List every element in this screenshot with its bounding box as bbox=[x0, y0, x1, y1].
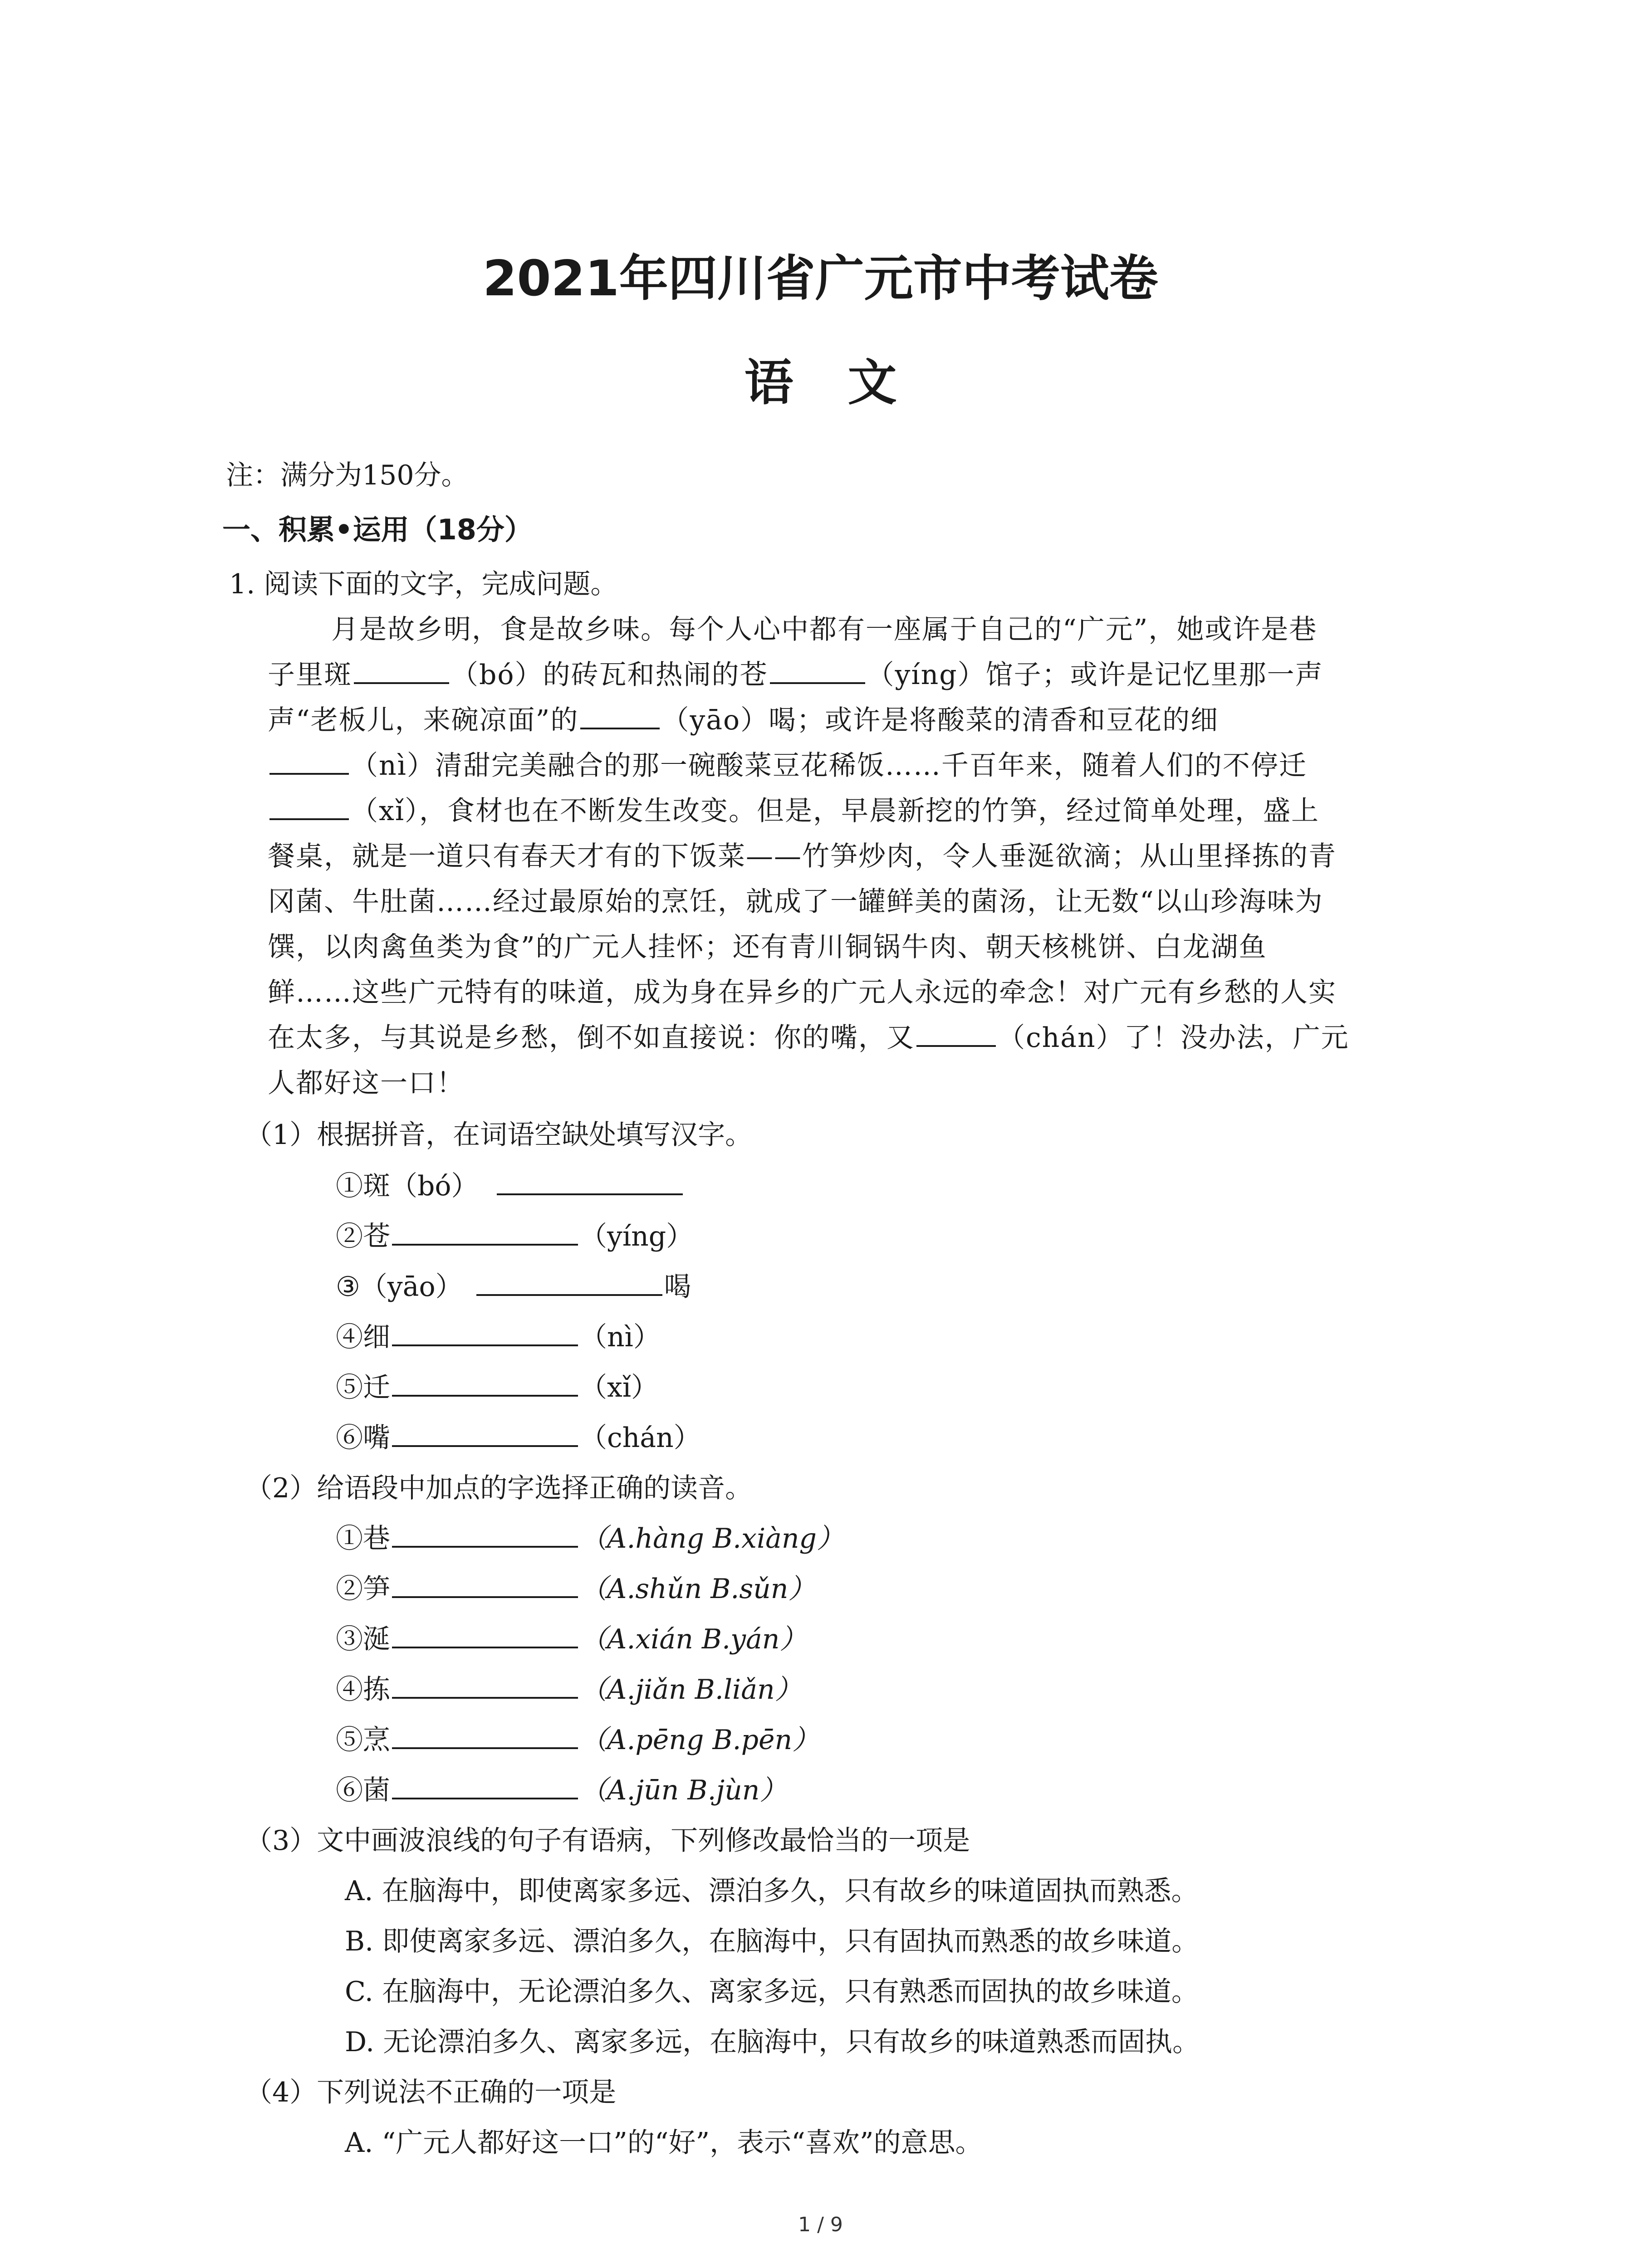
section-heading: 一、积累•运用（18分） bbox=[222, 513, 533, 546]
answer-blank[interactable] bbox=[392, 1420, 578, 1447]
page-number: 1 / 9 bbox=[798, 2213, 843, 2236]
answer-blank[interactable] bbox=[392, 1772, 578, 1799]
passage-text: （chán）了！没办法，广元 bbox=[998, 1022, 1349, 1054]
choice-option-a[interactable]: A. 在脑海中，即使离家多远、漂泊多久，只有故乡的味道固执而熟悉。 bbox=[345, 1875, 1199, 1907]
item-options: （A.jūn B.jùn） bbox=[580, 1774, 787, 1806]
fill-blank[interactable] bbox=[770, 657, 865, 684]
part-1-item bbox=[336, 1315, 661, 1360]
passage-line: 月是故乡明，食是故乡味。每个人心中都有一座属于自己的“广元”，她或许是巷 bbox=[331, 614, 1318, 645]
answer-blank[interactable] bbox=[392, 1672, 578, 1699]
part-4-prompt: （4）下列说法不正确的一项是 bbox=[245, 2077, 617, 2108]
part-1-prompt: （1）根据拼音，在词语空缺处填写汉字。 bbox=[245, 1119, 753, 1151]
answer-blank[interactable] bbox=[392, 1520, 578, 1548]
answer-blank[interactable] bbox=[392, 1571, 578, 1598]
item-suffix: （chán） bbox=[580, 1422, 701, 1454]
item-label: ②笋 bbox=[336, 1573, 390, 1605]
question-1-prompt: 1. 阅读下面的文字，完成问题。 bbox=[229, 568, 618, 600]
item-label: ②苍 bbox=[336, 1221, 390, 1252]
subject-title: 语文 bbox=[744, 355, 951, 411]
item-label: ⑤迁 bbox=[336, 1372, 390, 1403]
part-1-item bbox=[336, 1365, 658, 1410]
item-suffix: （nì） bbox=[580, 1321, 661, 1353]
passage-text: （bó）的砖瓦和热闹的苍 bbox=[451, 659, 768, 691]
score-note: 注：满分为150分。 bbox=[226, 459, 469, 491]
answer-blank[interactable] bbox=[392, 1369, 578, 1397]
passage-line: 餐桌，就是一道只有春天才有的下饭菜——竹笋炒肉，令人垂涎欲滴；从山里择拣的青 bbox=[268, 841, 1337, 872]
passage-line bbox=[268, 743, 1307, 788]
item-options: （A.pēng B.pēn） bbox=[580, 1724, 820, 1756]
item-label: ③涎 bbox=[336, 1623, 390, 1655]
passage-line bbox=[268, 652, 1323, 698]
item-options: （A.shǔn B.sǔn） bbox=[580, 1573, 816, 1605]
answer-blank[interactable] bbox=[392, 1621, 578, 1648]
item-options: （A.hàng B.xiàng） bbox=[580, 1523, 844, 1554]
answer-blank[interactable] bbox=[476, 1269, 662, 1296]
item-suffix: 喝 bbox=[664, 1271, 691, 1303]
answer-blank[interactable] bbox=[392, 1722, 578, 1749]
part-2-item bbox=[336, 1566, 815, 1612]
passage-line: 馔，以肉禽鱼类为食”的广元人挂怀；还有青川铜锅牛肉、朝天核桃饼、白龙湖鱼 bbox=[268, 931, 1267, 963]
passage-line: 人都好这一口！ bbox=[268, 1067, 465, 1099]
part-2-item bbox=[336, 1667, 802, 1712]
part-2-item bbox=[336, 1717, 819, 1763]
item-label: ③（yāo） bbox=[336, 1271, 463, 1303]
item-options: （A.jiǎn B.liǎn） bbox=[580, 1674, 802, 1706]
choice-option-c[interactable]: C. 在脑海中，无论漂泊多久、离家多远，只有熟悉而固执的故乡味道。 bbox=[345, 1976, 1199, 2008]
part-1-item bbox=[336, 1214, 693, 1259]
part-2-item bbox=[336, 1768, 787, 1813]
passage-text: 在太多，与其说是乡愁，倒不如直接说：你的嘴，又 bbox=[268, 1022, 915, 1054]
item-label: ⑥菌 bbox=[336, 1774, 390, 1806]
choice-option-b[interactable]: B. 即使离家多远、漂泊多久，在脑海中，只有固执而熟悉的故乡味道。 bbox=[345, 1926, 1199, 1957]
item-label: ⑥嘴 bbox=[336, 1422, 390, 1454]
item-label: ①巷 bbox=[336, 1523, 390, 1554]
fill-blank[interactable] bbox=[354, 657, 449, 684]
choice-option-a[interactable]: A. “广元人都好这一口”的“好”，表示“喜欢”的意思。 bbox=[345, 2127, 983, 2159]
item-label: ④拣 bbox=[336, 1674, 390, 1706]
passage-text: 子里斑 bbox=[268, 659, 352, 691]
passage-text: （xǐ），食材也在不断发生改变。但是，早晨新挖的竹笋，经过简单处理，盛上 bbox=[351, 795, 1320, 827]
item-label: ①斑（bó） bbox=[336, 1170, 479, 1202]
passage-line bbox=[268, 698, 1219, 743]
passage-text: （nì）清甜完美融合的那一碗酸菜豆花稀饭……千百年来，随着人们的不停迁 bbox=[351, 750, 1307, 782]
fill-blank[interactable] bbox=[269, 793, 349, 820]
fill-blank[interactable] bbox=[916, 1020, 996, 1047]
fill-blank[interactable] bbox=[580, 702, 660, 729]
answer-blank[interactable] bbox=[392, 1319, 578, 1346]
passage-text: （yāo）喝；或许是将酸菜的清香和豆花的细 bbox=[661, 704, 1219, 736]
item-suffix: （xǐ） bbox=[580, 1372, 659, 1403]
part-2-item bbox=[336, 1617, 807, 1662]
passage-line: 鲜……这些广元特有的味道，成为身在异乡的广元人永远的牵念！对广元有乡愁的人实 bbox=[268, 977, 1337, 1008]
answer-blank[interactable] bbox=[497, 1168, 683, 1195]
item-options: （A.xián B.yán） bbox=[580, 1623, 807, 1655]
passage-text: （yíng）馆子；或许是记忆里那一声 bbox=[867, 659, 1323, 691]
choice-option-d[interactable]: D. 无论漂泊多久、离家多远，在脑海中，只有故乡的味道熟悉而固执。 bbox=[345, 2026, 1200, 2058]
passage-line bbox=[268, 788, 1319, 834]
part-2-prompt: （2）给语段中加点的字选择正确的读音。 bbox=[245, 1472, 753, 1504]
passage-text: 声“老板儿，来碗凉面”的 bbox=[268, 704, 579, 736]
exam-title: 2021年四川省广元市中考试卷 bbox=[483, 250, 1158, 307]
part-1-item bbox=[336, 1264, 691, 1310]
part-2-item bbox=[336, 1516, 844, 1561]
part-3-prompt: （3）文中画波浪线的句子有语病，下列修改最恰当的一项是 bbox=[245, 1825, 970, 1857]
item-label: ⑤烹 bbox=[336, 1724, 390, 1756]
item-suffix: （yíng） bbox=[580, 1221, 694, 1252]
passage-line: 冈菌、牛肚菌……经过最原始的烹饪，就成了一罐鲜美的菌汤，让无数“以山珍海味为 bbox=[268, 886, 1323, 918]
fill-blank[interactable] bbox=[269, 748, 349, 775]
part-1-item bbox=[336, 1163, 685, 1209]
answer-blank[interactable] bbox=[392, 1218, 578, 1246]
item-label: ④细 bbox=[336, 1321, 390, 1353]
part-1-item bbox=[336, 1415, 701, 1461]
passage-line bbox=[268, 1015, 1349, 1061]
